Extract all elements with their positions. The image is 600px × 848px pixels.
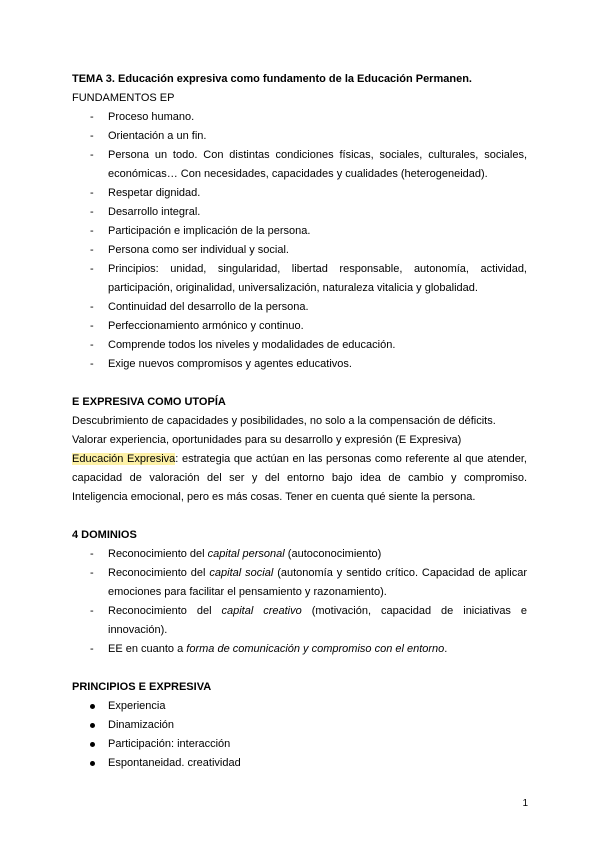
principios-heading: PRINCIPIOS E EXPRESIVA [72, 681, 212, 693]
list-item: Espontaneidad. creatividad [72, 754, 527, 773]
bullet-icon [90, 761, 95, 766]
fundamentos-heading: FUNDAMENTOS EP [72, 92, 175, 104]
utopia-line-2: Valorar experiencia, oportunidades para su desarrollo y expresión (E Expresiva) [72, 434, 462, 446]
utopia-definition: Educación Expresiva: estrategia que actúan en las personas como referente al que atender, capacidad de valoración del ser y del entorno bajo idea de cambio y compromiso. Inteligencia emocional, pero es más cosas. Tener en cuenta qué siente la persona. [72, 453, 527, 503]
dominios-list [72, 545, 527, 659]
bullet-icon [90, 704, 95, 709]
utopia-line-1: Descubrimiento de capacidades y posibilidades, no solo a la compensación de déficits. [72, 415, 496, 427]
list-item: - Exige nuevos compromisos y agentes educativos. [90, 358, 352, 370]
utopia-heading: E EXPRESIVA COMO UTOPÍA [72, 396, 226, 408]
list-item: - Participación e implicación de la persona. [90, 225, 311, 237]
list-item: - Reconocimiento del capital personal (autoconocimiento) [90, 548, 382, 560]
list-item: - Perfeccionamiento armónico y continuo. [90, 320, 304, 332]
list-item: - Principios: unidad, singularidad, libertad responsable, autonomía, actividad, participación, originalidad, universalización, naturaleza vitalicia y globalidad. [90, 263, 527, 294]
principios-list [72, 697, 527, 773]
list-item: - Persona como ser individual y social. [90, 244, 289, 256]
list-item: - Reconocimiento del capital creativo (motivación, capacidad de iniciativas e innovación). [90, 605, 528, 636]
dominios-heading: 4 DOMINIOS [72, 529, 137, 541]
list-item: Participación: interacción [72, 735, 527, 754]
list-item: - Respetar dignidad. [90, 187, 201, 199]
list-item: Dinamización [72, 716, 527, 735]
list-item: - Comprende todos los niveles y modalidades de educación. [90, 339, 396, 351]
fundamentos-list [72, 108, 527, 374]
bullet-icon [90, 723, 95, 728]
list-item: - Persona un todo. Con distintas condiciones físicas, sociales, culturales, sociales, económicas… Con necesidades, capacidades y cualidades (heterogeneidad). [90, 149, 527, 180]
highlighted-term: Educación Expresiva [72, 453, 176, 465]
list-item: Experiencia [72, 697, 527, 716]
list-item: - Continuidad del desarrollo de la persona. [90, 301, 309, 313]
list-item: - Proceso humano. [90, 111, 195, 123]
bullet-icon [90, 742, 95, 747]
list-item: - EE en cuanto a forma de comunicación y compromiso con el entorno. [90, 643, 448, 655]
page-number: 1 [522, 798, 528, 809]
list-item: - Orientación a un fin. [90, 130, 207, 142]
list-item: - Reconocimiento del capital social (autonomía y sentido crítico. Capacidad de aplicar emociones para facilitar el pensamiento y razonamiento). [90, 567, 528, 598]
document-page [72, 70, 527, 773]
document-title: TEMA 3. Educación expresiva como fundamento de la Educación Permanen. [72, 73, 472, 85]
list-item: - Desarrollo integral. [90, 206, 201, 218]
